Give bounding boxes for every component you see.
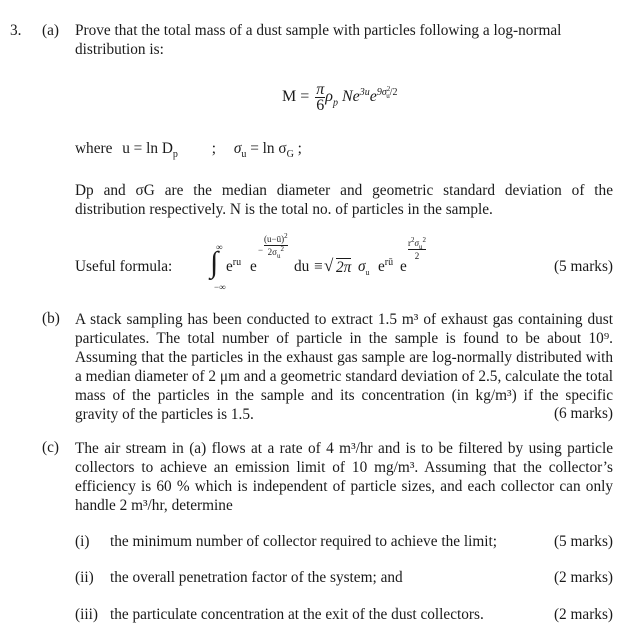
equiv-sign: ≡ bbox=[314, 258, 323, 275]
item-ii-label: (ii) bbox=[75, 569, 94, 586]
last-num-r: r bbox=[408, 238, 411, 248]
e-last: e bbox=[400, 258, 407, 275]
question-number: 3. bbox=[10, 22, 22, 39]
exp-fraction bbox=[264, 234, 288, 258]
two-pi: 2π bbox=[336, 259, 352, 276]
formula-e1-sup: 3u bbox=[359, 86, 370, 98]
e-ru-sup: ru bbox=[232, 256, 242, 268]
exp-den-pow: 2 bbox=[280, 245, 284, 253]
where-def1-sub: p bbox=[172, 149, 178, 161]
where-end: ; bbox=[297, 140, 302, 157]
integrand-e-exp: e bbox=[250, 258, 257, 275]
item-iii-marks: (2 marks) bbox=[553, 606, 613, 623]
last-fraction bbox=[408, 238, 426, 262]
exp-minus: − bbox=[258, 245, 264, 255]
part-b-text: A stack sampling has been conducted to extract 1.5 m³ of exhaust gas containing dust particulates. The total number of particle in the sample is found to be about 10⁹. Assuming that the particles in the exhaust gas sample are log-normally distributed with a median diameter of 2 μm and a geometric standard deviation of 2.5, calculate the total mass of the particles in the sample and its concentration (in kg/m³) if the specific gravity of the particles is 1.5. bbox=[75, 311, 613, 423]
exp-num-pow: 2 bbox=[284, 232, 288, 240]
item-iii-text: the particulate concentration at the exit of the dust collectors. bbox=[110, 606, 484, 623]
formula-pi: π bbox=[316, 81, 325, 98]
formula-fraction bbox=[315, 82, 325, 113]
useful-formula bbox=[210, 234, 450, 294]
sqrt-sign: √ bbox=[324, 256, 334, 275]
part-b-marks: (6 marks) bbox=[548, 405, 613, 423]
where-line bbox=[75, 140, 302, 161]
formula-e1: e bbox=[352, 88, 360, 106]
exp-den: 2σ bbox=[267, 247, 277, 257]
sigma: σ bbox=[358, 258, 366, 275]
where-sep: ; bbox=[211, 140, 216, 157]
formula-e2: e bbox=[369, 88, 377, 106]
useful-formula-label: Useful formula: bbox=[75, 258, 173, 275]
formula-e2-sup-pow: 2 bbox=[386, 84, 391, 93]
e-rbar-sup: rū bbox=[384, 256, 394, 268]
formula-rho-sub: p bbox=[332, 97, 338, 109]
item-i-text: the minimum number of collector required to achieve the limit; bbox=[110, 533, 497, 550]
integral-upper: ∞ bbox=[216, 242, 223, 252]
integral-sign: ∫ bbox=[210, 246, 219, 279]
e-rbar bbox=[378, 258, 393, 276]
last-num-sigma: σ bbox=[414, 238, 419, 248]
e-rbar-base: e bbox=[378, 258, 385, 275]
integral-lower: −∞ bbox=[214, 282, 226, 292]
exp-den-sub: u bbox=[276, 251, 281, 260]
formula-e2-sup-tail: /2 bbox=[389, 86, 398, 98]
formula-six: 6 bbox=[316, 97, 325, 114]
du: du bbox=[294, 258, 310, 275]
part-a-marks: (5 marks) bbox=[553, 258, 613, 275]
part-c-text: The air stream in (a) flows at a rate of 4 m³/hr and is to be filtered by using particle collectors to achieve an emission limit of 10 mg/m³. Assuming that the collector’s efficiency is 60 % which is independent of particle sizes, and each collector can only handle 2 m³/hr, determine bbox=[75, 440, 613, 514]
item-i-label: (i) bbox=[75, 533, 90, 550]
formula-e2-sup: 9σ bbox=[376, 86, 387, 98]
part-b-label: (b) bbox=[42, 310, 60, 327]
formula-e2-sup-sub: u bbox=[386, 91, 390, 100]
item-i-marks: (5 marks) bbox=[553, 533, 613, 550]
where-sigma: σ bbox=[233, 140, 242, 157]
sigma-u bbox=[358, 258, 370, 276]
last-den: 2 bbox=[414, 251, 420, 261]
sigma-sub: u bbox=[365, 268, 370, 278]
part-a-label: (a) bbox=[42, 22, 59, 39]
where-sigma-sub: u bbox=[241, 149, 247, 161]
where-label: where bbox=[75, 140, 113, 157]
where-def2-sub2: G bbox=[286, 149, 294, 161]
formula-lhs: M = bbox=[282, 88, 310, 106]
item-ii-text: the overall penetration factor of the system; and bbox=[110, 569, 403, 586]
formula-n: N bbox=[341, 88, 353, 106]
part-c-label: (c) bbox=[42, 439, 59, 456]
e-ru-base: e bbox=[226, 258, 233, 275]
part-a-line2: distribution is: bbox=[75, 41, 164, 58]
where-def2-rest: = ln σ bbox=[250, 140, 287, 157]
item-ii-marks: (2 marks) bbox=[553, 569, 613, 586]
item-iii-label: (iii) bbox=[75, 606, 98, 623]
part-a-line1: Prove that the total mass of a dust sample with particles following a log-normal bbox=[75, 22, 562, 39]
last-num-pow2: 2 bbox=[422, 236, 426, 244]
integrand-e-ru bbox=[226, 258, 241, 276]
formula-rho: ρ bbox=[325, 88, 333, 106]
last-num-pow: 2 bbox=[411, 236, 415, 244]
mass-formula bbox=[282, 82, 398, 113]
part-a-description: Dp and σG are the median diameter and geometric standard deviation of the distribution respectively. N is the total no. of particles in the sample. bbox=[75, 182, 613, 218]
last-num-sub: u bbox=[418, 242, 423, 251]
where-def1: u = ln D bbox=[122, 140, 173, 157]
exp-num: (u−ū) bbox=[264, 234, 285, 244]
